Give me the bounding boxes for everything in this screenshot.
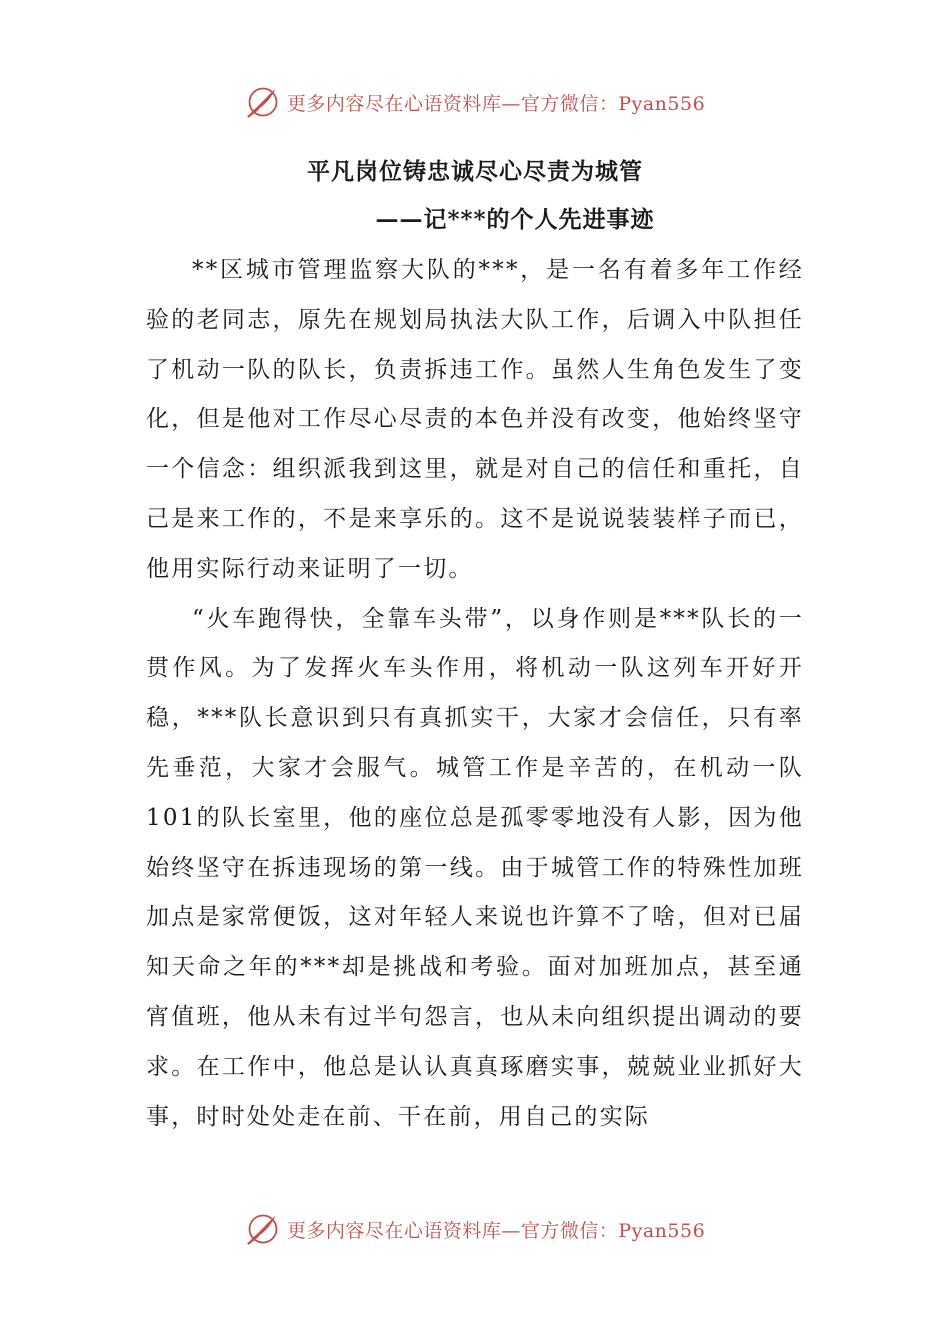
footer-watermark-banner [0,1209,950,1249]
quill-pen-logo-icon [245,84,281,120]
paragraph: “火车跑得快，全靠车头带”，以身作则是***队长的一贯作风。为了发挥火车头作用，将机动一队这列车开好开稳，***队长意识到只有真抓实干，大家才会信任，只有率先垂范，大家才会服气。城管工作是辛苦的，在机动一队101的队长室里，他的座位总是孤零零地没有人影，因为他始终坚守在拆违现场的第一线。由于城管工作的特殊性加班加点是家常便饭，这对年轻人来说也许算不了啥，但对已届知天命之年的***却是挑战和考验。面对加班加点，甚至通宵值班，他从未有过半句怨言，也从未向组织提出调动的要求。在工作中，他总是认认真真琢磨实事，兢兢业业抓好大事，时时处处走在前、干在前，用自己的实际 [146,605,804,1130]
quill-pen-logo-icon [245,1211,281,1247]
watermark-text: 更多内容尽在心语资料库—官方微信：Pyan556 [286,92,706,115]
document-subtitle: ——记***的个人先进事迹 [375,206,655,233]
document-body [146,246,804,1142]
watermark-text: 更多内容尽在心语资料库—官方微信：Pyan556 [286,1219,706,1242]
header-watermark-banner [0,82,950,122]
document-title: 平凡岗位铸忠诚尽心尽责为城管 [307,158,643,185]
paragraph: **区城市管理监察大队的***，是一名有着多年工作经验的老同志，原先在规划局执法大队工作，后调入中队担任了机动一队的队长，负责拆违工作。虽然人生角色发生了变化，但是他对工作尽心尽责的本色并没有改变，他始终坚守一个信念：组织派我到这里，就是对自己的信任和重托，自己是来工作的，不是来享乐的。这不是说说装装样子而已，他用实际行动来证明了一切。 [146,257,804,582]
